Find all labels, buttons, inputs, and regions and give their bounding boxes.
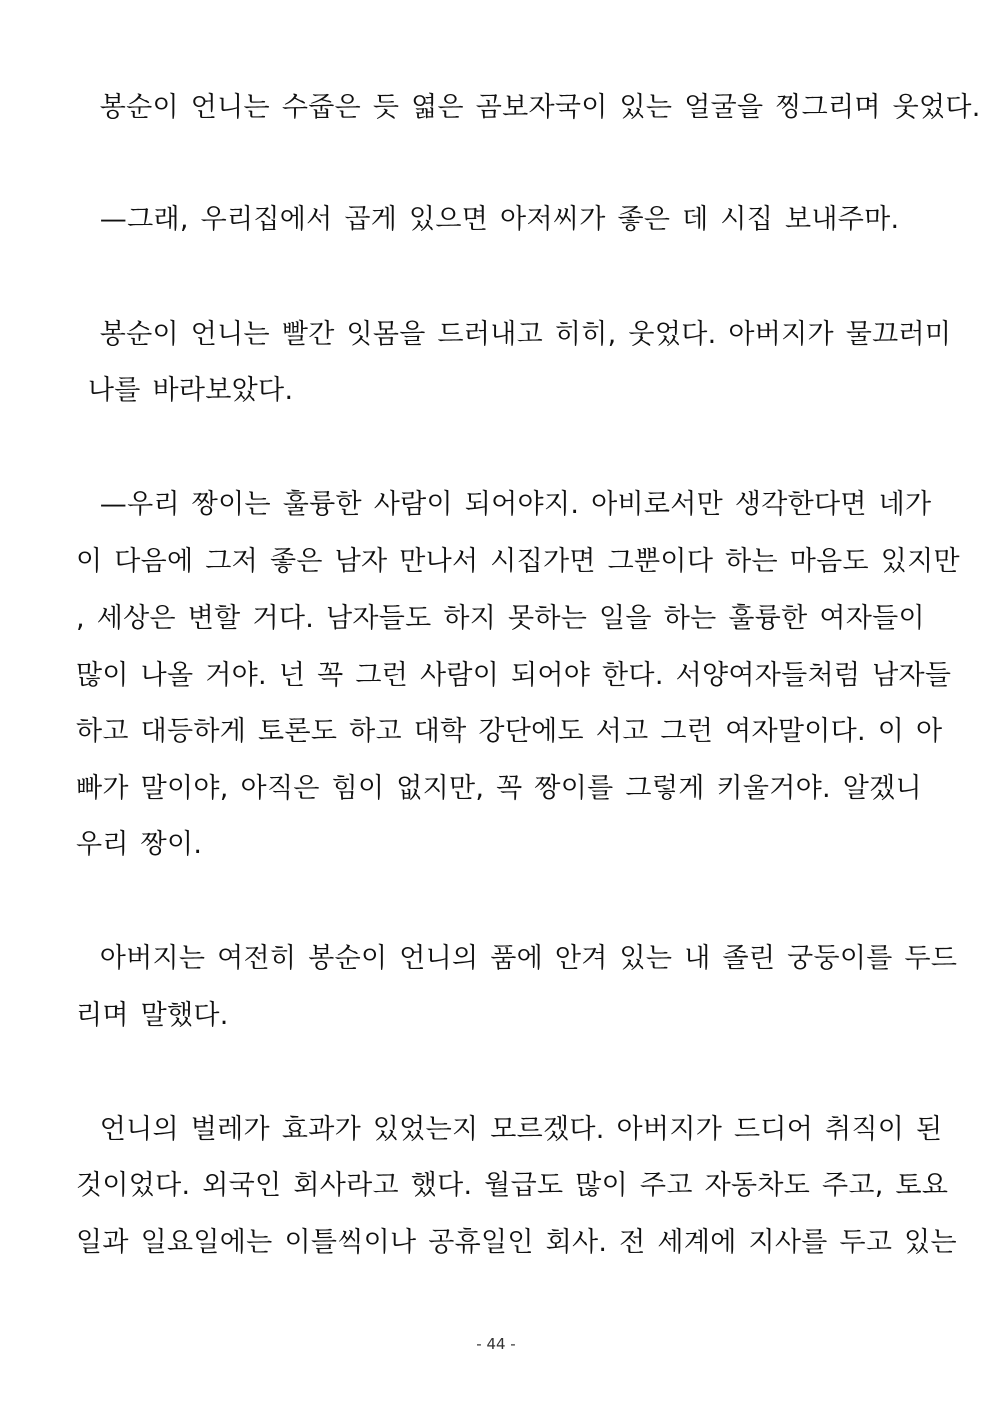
text-line: 이 다음에 그저 좋은 남자 만나서 시집가면 그뿐이다 하는 마음도 있지만: [76, 546, 960, 577]
text-line: 빠가 말이야, 아직은 힘이 없지만, 꼭 짱이를 그렇게 키울거야. 알겠니: [76, 773, 922, 804]
page-number: - 44 -: [476, 1335, 516, 1353]
text-line: 하고 대등하게 토론도 하고 대학 강단에도 서고 그런 여자말이다. 이 아: [76, 716, 943, 747]
text-line: 봉순이 언니는 수줍은 듯 엷은 곰보자국이 있는 얼굴을 찡그리며 웃었다.: [76, 92, 981, 123]
text-line: 것이었다. 외국인 회사라고 했다. 월급도 많이 주고 자동차도 주고, 토요: [76, 1170, 949, 1201]
text-line: —그래, 우리집에서 곱게 있으면 아저씨가 좋은 데 시집 보내주마.: [76, 204, 900, 235]
text-line: 봉순이 언니는 빨간 잇몸을 드러내고 히히, 웃었다. 아버지가 물끄러미: [76, 319, 952, 350]
text-line: 나를 바라보았다.: [76, 375, 294, 406]
text-line: 언니의 벌레가 효과가 있었는지 모르겠다. 아버지가 드디어 취직이 된: [76, 1114, 943, 1145]
text-line: 일과 일요일에는 이틀씩이나 공휴일인 회사. 전 세계에 지사를 두고 있는: [76, 1227, 957, 1258]
text-line: 우리 짱이.: [76, 829, 203, 860]
text-line: 많이 나올 거야. 넌 꼭 그런 사람이 되어야 한다. 서양여자들처럼 남자들: [76, 660, 952, 691]
text-line: 아버지는 여전히 봉순이 언니의 품에 안겨 있는 내 졸린 궁둥이를 두드: [76, 943, 958, 974]
text-line: 리며 말했다.: [76, 1000, 229, 1031]
text-line: —우리 짱이는 훌륭한 사람이 되어야지. 아비로서만 생각한다면 네가: [76, 489, 932, 520]
text-line: , 세상은 변할 거다. 남자들도 하지 못하는 일을 하는 훌륭한 여자들이: [76, 603, 925, 634]
